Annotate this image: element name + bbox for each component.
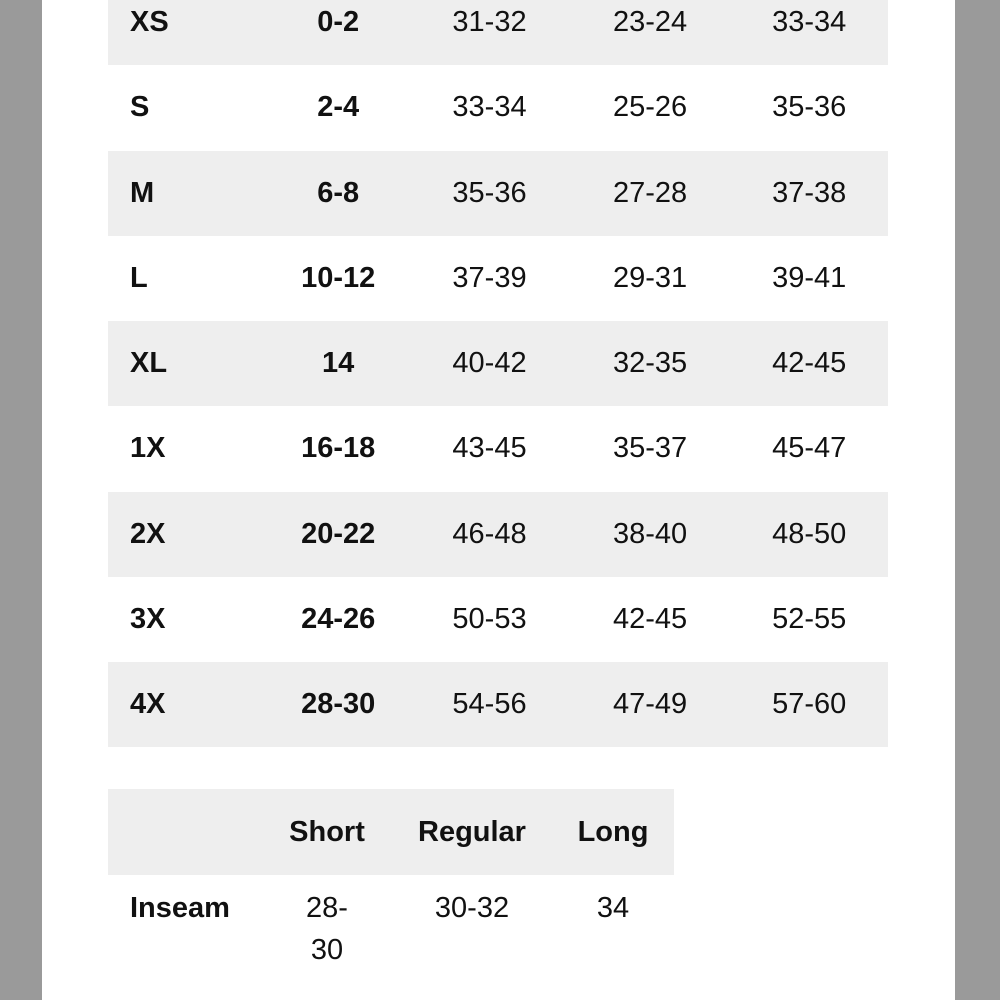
measurement-2: 27-28 [612, 176, 688, 209]
numeric-size: 0-2 [317, 6, 360, 39]
measurement-1: 31-32 [452, 6, 527, 39]
measurement-1: 40-42 [452, 347, 527, 380]
measurement-3: 35-36 [772, 91, 847, 124]
measurement-3: 39-41 [772, 261, 847, 294]
measurement-3: 57-60 [772, 688, 847, 721]
size-row-xs [108, 0, 888, 65]
inseam-header-empty [108, 789, 262, 875]
measurement-3: 37-38 [772, 176, 847, 209]
measurement-2: 38-40 [612, 517, 688, 550]
measurement-3: 52-55 [772, 602, 847, 635]
measurement-3: 45-47 [772, 432, 847, 465]
measurement-2: 35-37 [612, 432, 688, 465]
size-chart-page [42, 0, 955, 1000]
inseam-short-line-1: 28- [306, 892, 348, 924]
header-long: Long [577, 815, 649, 848]
inseam-short-line-2: 30 [310, 934, 344, 966]
inseam-regular-value: 30-32 [434, 892, 510, 924]
numeric-size: 24-26 [301, 602, 376, 635]
size-label: 1X [130, 432, 166, 465]
size-row-1x [108, 406, 888, 491]
size-row-xl [108, 321, 888, 406]
measurement-1: 43-45 [452, 432, 527, 465]
size-row-s [108, 65, 888, 150]
measurement-1: 37-39 [452, 261, 527, 294]
numeric-size: 6-8 [317, 176, 360, 209]
measurement-2: 29-31 [612, 261, 688, 294]
measurement-1: 33-34 [452, 91, 527, 124]
numeric-size: 20-22 [301, 517, 376, 550]
measurement-3: 48-50 [772, 517, 847, 550]
measurement-1: 54-56 [452, 688, 527, 721]
measurement-2: 25-26 [612, 91, 688, 124]
inseam-header-row [108, 789, 674, 875]
measurement-1: 35-36 [452, 176, 527, 209]
measurement-3: 42-45 [772, 347, 847, 380]
size-row-3x [108, 577, 888, 662]
header-short: Short [289, 815, 365, 848]
measurement-2: 47-49 [612, 688, 688, 721]
size-label: L [130, 261, 148, 294]
size-row-m [108, 151, 888, 236]
size-label: 3X [130, 602, 166, 635]
size-row-2x [108, 492, 888, 577]
measurement-2: 42-45 [612, 602, 688, 635]
header-regular: Regular [418, 815, 526, 848]
size-label: S [130, 91, 150, 124]
measurement-2: 32-35 [612, 347, 688, 380]
numeric-size: 28-30 [301, 688, 376, 721]
inseam-long-value: 34 [596, 892, 630, 924]
size-label: 4X [130, 688, 166, 721]
size-row-l [108, 236, 888, 321]
measurement-2: 23-24 [612, 6, 688, 39]
inseam-table [108, 789, 674, 971]
size-label: 2X [130, 517, 166, 550]
measurement-1: 46-48 [452, 517, 527, 550]
size-chart-table [108, 0, 888, 747]
numeric-size: 10-12 [301, 261, 376, 294]
inseam-row [108, 875, 674, 971]
size-row-4x [108, 662, 888, 747]
inseam-label: Inseam [130, 892, 230, 924]
numeric-size: 14 [322, 347, 355, 380]
inseam-short-value [262, 875, 392, 971]
numeric-size: 16-18 [301, 432, 376, 465]
measurement-1: 50-53 [452, 602, 527, 635]
size-label: M [130, 176, 155, 209]
numeric-size: 2-4 [317, 91, 360, 124]
size-label: XL [130, 347, 168, 380]
measurement-3: 33-34 [772, 6, 847, 39]
size-label: XS [130, 6, 169, 39]
